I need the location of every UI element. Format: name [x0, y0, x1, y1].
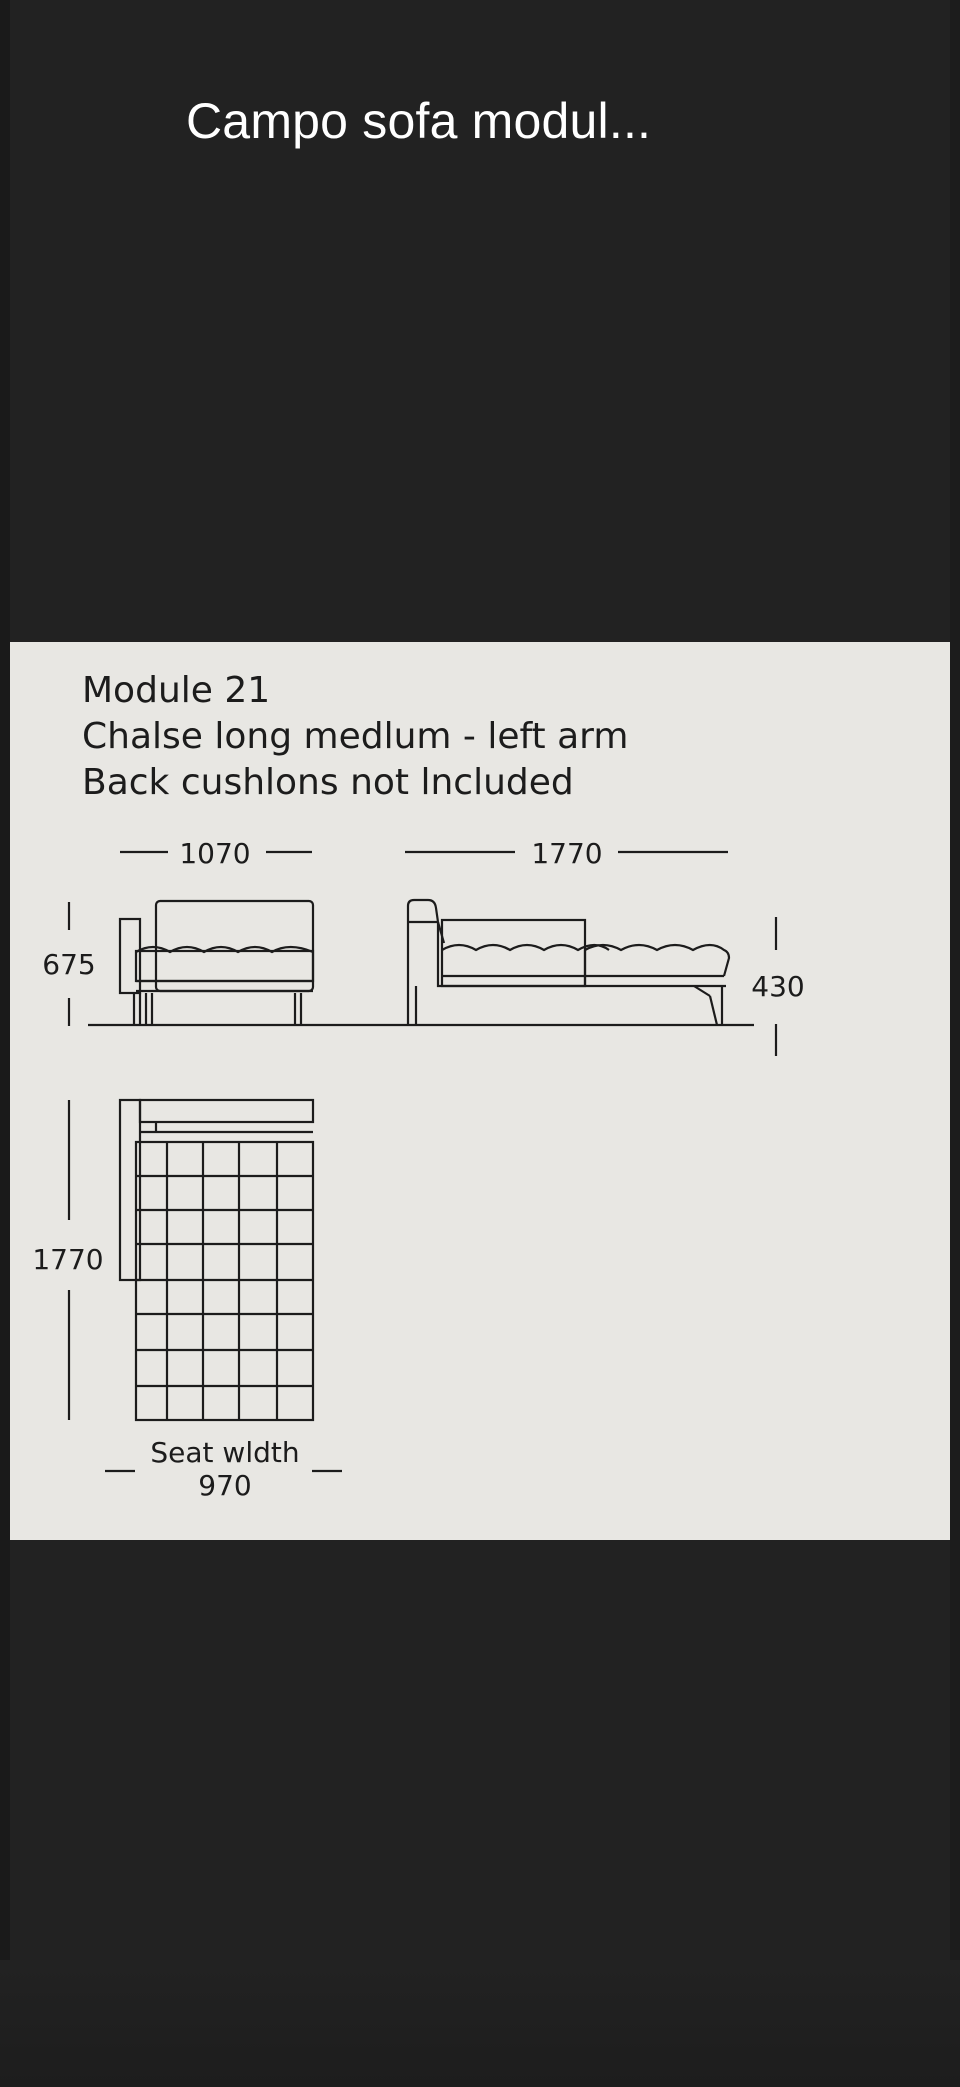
front-view-elevation — [120, 901, 313, 1025]
overall-height-label: 675 — [42, 948, 96, 981]
module-name: Module 21 — [82, 670, 271, 711]
image-viewer-title[interactable]: Campo sofa modul... — [186, 93, 652, 149]
side-length-label: 1770 — [531, 837, 603, 870]
viewer-background-bottom — [0, 1960, 960, 2087]
side-view-elevation — [408, 900, 729, 1025]
seat-height-label: 430 — [751, 970, 805, 1003]
seat-width-text: Seat wldth — [150, 1436, 300, 1469]
module-type: Chalse long medlum - left arm — [82, 716, 629, 757]
module-note: Back cushlons not lncluded — [82, 762, 574, 803]
screen-left-edge — [0, 0, 10, 2087]
seat-width-value: 970 — [198, 1469, 252, 1502]
front-width-label: 1070 — [179, 837, 251, 870]
sofa-technical-drawing — [10, 642, 950, 1540]
plan-length-label: 1770 — [32, 1243, 104, 1276]
product-diagram-image[interactable] — [10, 642, 950, 1540]
plan-seat-grid — [136, 1142, 313, 1420]
screen-right-edge — [950, 0, 960, 2087]
plan-view — [120, 1100, 313, 1420]
